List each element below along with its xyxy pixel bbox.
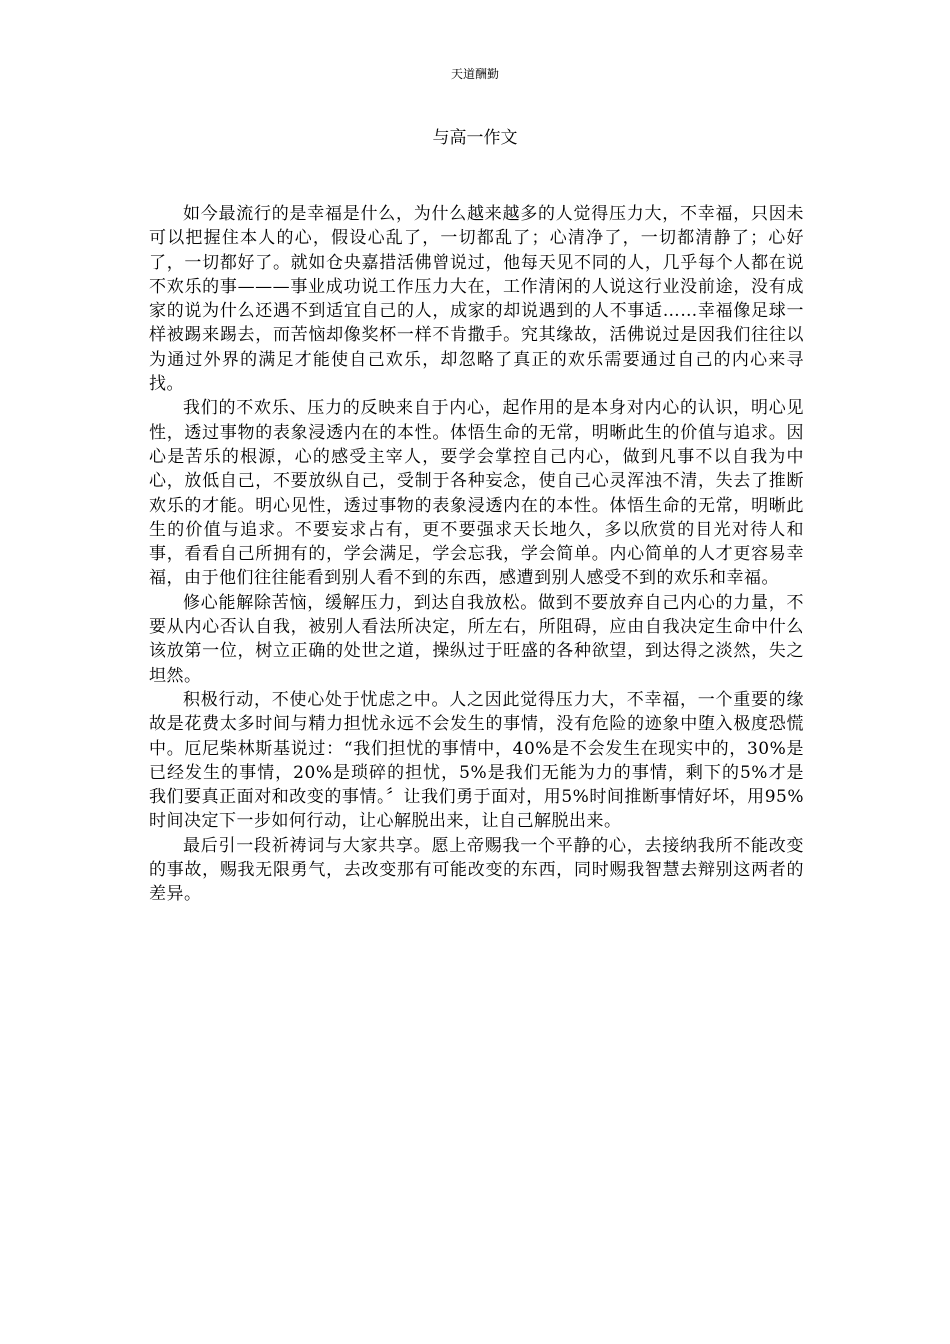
paragraph: 如今最流行的是幸福是什么，为什么越来越多的人觉得压力大，不幸福，只因未可以把握住本人的心，假设心乱了，一切都乱了；心清净了，一切都清静了；心好了，一切都好了。就如仓央嘉措活佛曾说过，他每天见不同的人，几乎每个人都在说不欢乐的事———事业成功说工作压力大在，工作清闲的人说这行业没前途，没有成家的说为什么还遇不到适宜自己的人，成家的却说遇到的人不事适……幸福像足球一样被踢来踢去，而苦恼却像奖杯一样不肯撒手。究其缘故，活佛说过是因我们往往以为通过外界的满足才能使自己欢乐，却忽略了真正的欢乐需要通过自己的内心来寻找。	[149, 204, 804, 395]
paragraph: 最后引一段祈祷词与大家共享。愿上帝赐我一个平静的心，去接纳我所不能改变的事故，赐我无限勇气，去改变那有可能改变的东西，同时赐我智慧去辩别这两者的差异。	[149, 835, 804, 905]
paragraph: 修心能解除苦恼，缓解压力，到达自我放松。做到不要放弃自己内心的力量，不要从内心否认自我，被别人看法所决定，所左右，所阻碍，应由自我决定生命中什么该放第一位，树立正确的处世之道，操纵过于旺盛的各种欲望，到达得之淡然，失之坦然。	[149, 592, 804, 686]
paragraph: 积极行动，不使心处于忧虑之中。人之因此觉得压力大，不幸福，一个重要的缘故是花费太多时间与精力担忧永远不会发生的事情，没有危险的迹象中堕入极度恐慌中。厄尼柴林斯基说过：“我们担忧的事情中，40%是不会发生在现实中的，30%是已经发生的事情，20%是琐碎的担忧，5%是我们无能为力的事情，剩下的5%才是我们要真正面对和改变的事情。〞让我们勇于面对，用5%时间推断事情好坏，用95%时间决定下一步如何行动，让心解脱出来，让自己解脱出来。	[149, 689, 804, 832]
document-title: 与高一作文	[432, 128, 518, 148]
page-header: 天道酬勤	[450, 67, 499, 81]
paragraph: 我们的不欢乐、压力的反映来自于内心，起作用的是本身对内心的认识，明心见性，透过事物的表象浸透内在的本性。体悟生命的无常，明晰此生的价值与追求。因心是苦乐的根源，心的感受主宰人，要学会掌控自己内心，做到凡事不以自我为中心，放低自己，不要放纵自己，受制于各种妄念，使自己心灵浑浊不清，失去了推断欢乐的才能。明心见性，透过事物的表象浸透内在的本性。体悟生命的无常，明晰此生的价值与追求。不要妄求占有，更不要强求天长地久，多以欣赏的目光对待人和事，看看自己所拥有的，学会满足，学会忘我，学会简单。内心简单的人才更容易幸福，由于他们往往能看到别人看不到的东西，感遭到别人感受不到的欢乐和幸福。	[149, 398, 804, 589]
document-body	[149, 202, 804, 907]
